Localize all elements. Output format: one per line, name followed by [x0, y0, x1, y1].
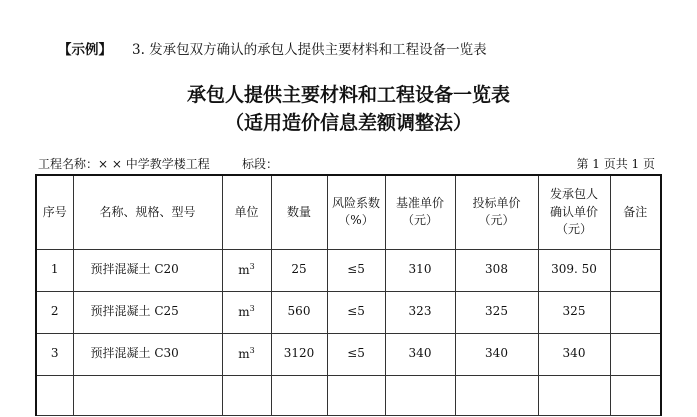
cell-unit: $m^3$: [222, 249, 271, 291]
cell-bid-price: 308: [455, 249, 538, 291]
example-tag: 【示例】: [58, 42, 112, 58]
cell-qty: 560: [271, 291, 327, 333]
cell-risk: ≤5: [327, 333, 385, 375]
header-risk: 风险系数 （%）: [327, 175, 385, 249]
cell-remark: [610, 249, 661, 291]
cell-risk: ≤5: [327, 249, 385, 291]
header-confirmed-price: 发承包人 确认单价 （元）: [538, 175, 610, 249]
cell-remark: [610, 333, 661, 375]
table-row: [36, 249, 661, 291]
cell-empty: [385, 375, 455, 415]
cell-empty: [610, 375, 661, 415]
cell-risk: ≤5: [327, 291, 385, 333]
cell-name: 预拌混凝土 C30: [73, 333, 222, 375]
document-title: 承包人提供主要材料和工程设备一览表: [186, 84, 510, 106]
cell-empty: [538, 375, 610, 415]
table-header-row: [36, 175, 661, 249]
project-name: 工程名称：× × 中学教学楼工程: [38, 157, 210, 171]
header-unit: 单位: [222, 175, 271, 249]
cell-no: 1: [36, 249, 73, 291]
cell-base-price: 310: [385, 249, 455, 291]
cell-confirmed-price: 340: [538, 333, 610, 375]
table-row-empty: [36, 375, 661, 415]
section-label: 标段：: [242, 157, 279, 171]
cell-remark: [610, 291, 661, 333]
header-remark: 备注: [610, 175, 661, 249]
header-qty: 数量: [271, 175, 327, 249]
cell-unit: $m^3$: [222, 291, 271, 333]
cell-empty: [271, 375, 327, 415]
cell-name: 预拌混凝土 C25: [73, 291, 222, 333]
materials-table: [35, 174, 662, 416]
cell-no: 2: [36, 291, 73, 333]
cell-bid-price: 325: [455, 291, 538, 333]
page-indicator: 第 1 页共 1 页: [576, 157, 655, 171]
example-line: [58, 38, 487, 58]
example-caption: 3. 发承包双方确认的承包人提供主要材料和工程设备一览表: [132, 42, 487, 58]
header-name: 名称、规格、型号: [73, 175, 222, 249]
table-row: [36, 333, 661, 375]
cell-empty: [73, 375, 222, 415]
cell-confirmed-price: 325: [538, 291, 610, 333]
cell-qty: 3120: [271, 333, 327, 375]
header-base-price: 基准单价 （元）: [385, 175, 455, 249]
cell-base-price: 323: [385, 291, 455, 333]
table-row: [36, 291, 661, 333]
cell-name: 预拌混凝土 C20: [73, 249, 222, 291]
cell-no: 3: [36, 333, 73, 375]
cell-empty: [36, 375, 73, 415]
cell-base-price: 340: [385, 333, 455, 375]
cell-empty: [455, 375, 538, 415]
cell-qty: 25: [271, 249, 327, 291]
cell-empty: [327, 375, 385, 415]
cell-unit: $m^3$: [222, 333, 271, 375]
cell-confirmed-price: 309. 50: [538, 249, 610, 291]
document-subtitle: （适用造价信息差额调整法）: [224, 112, 472, 134]
header-no: 序号: [36, 175, 73, 249]
cell-empty: [222, 375, 271, 415]
header-bid-price: 投标单价 （元）: [455, 175, 538, 249]
cell-bid-price: 340: [455, 333, 538, 375]
